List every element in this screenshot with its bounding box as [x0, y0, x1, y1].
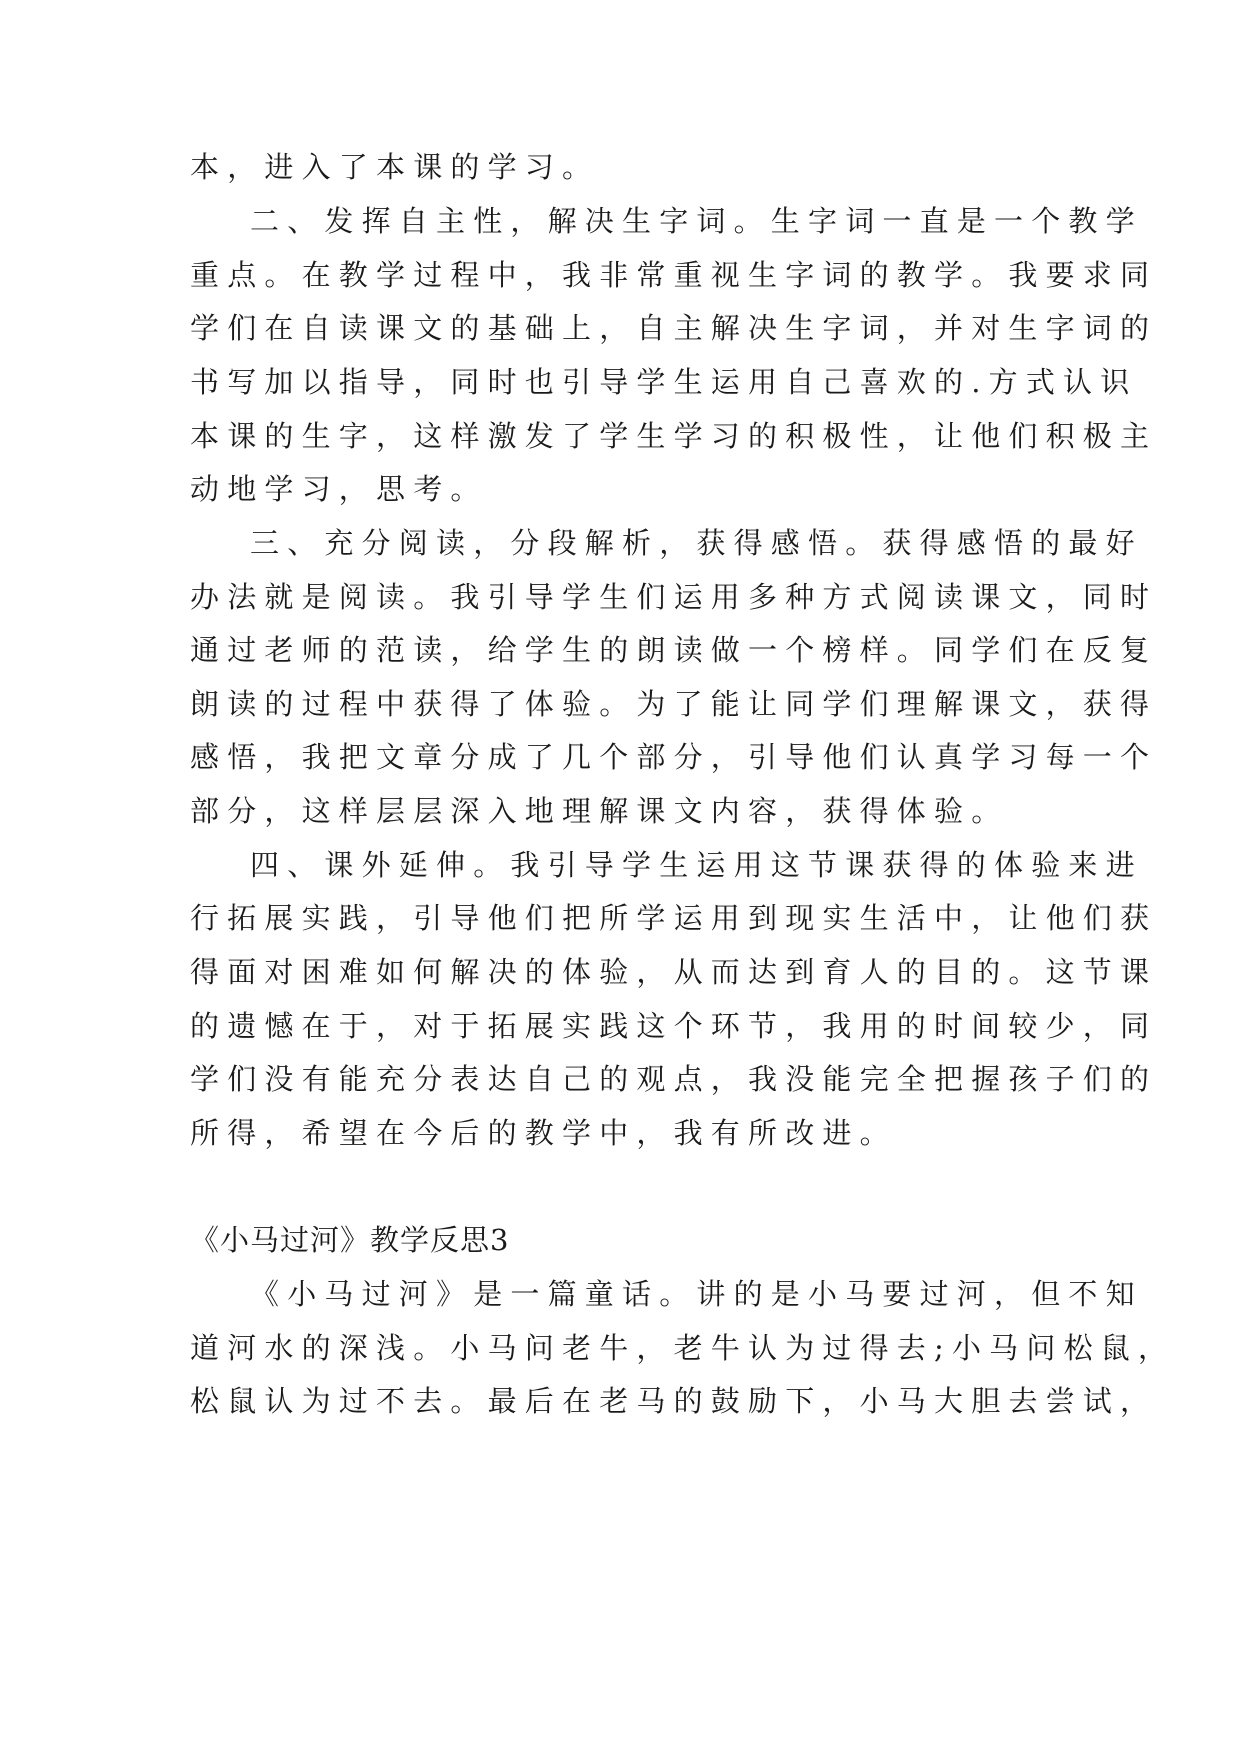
text-line: 书写加以指导，同时也引导学生运用自己喜欢的.方式认识 — [190, 365, 1138, 399]
text-line: 办法就是阅读。我引导学生们运用多种方式阅读课文，同时 — [190, 580, 1158, 614]
paragraph-first-line: 四、课外延伸。我引导学生运用这节课获得的体验来进 — [250, 848, 1143, 882]
text-line: 动地学习，思考。 — [190, 472, 488, 506]
text-line: 本课的生字，这样激发了学生学习的积极性，让他们积极主 — [190, 419, 1158, 453]
text-line: 通过老师的范读，给学生的朗读做一个榜样。同学们在反复 — [190, 633, 1158, 667]
text-line: 重点。在教学过程中，我非常重视生字词的教学。我要求同 — [190, 258, 1158, 292]
paragraph-first-line: 三、充分阅读，分段解析，获得感悟。获得感悟的最好 — [250, 526, 1143, 560]
text-line: 得面对困难如何解决的体验，从而达到育人的目的。这节课 — [190, 955, 1158, 989]
text-line: 本，进入了本课的学习。 — [190, 150, 600, 184]
text-line: 所得，希望在今后的教学中，我有所改进。 — [190, 1116, 897, 1150]
text-line: 部分，这样层层深入地理解课文内容，获得体验。 — [190, 794, 1009, 828]
text-line: 学们没有能充分表达自己的观点，我没能完全把握孩子们的 — [190, 1062, 1158, 1096]
text-line: 行拓展实践，引导他们把所学运用到现实生活中，让他们获 — [190, 901, 1158, 935]
section-title: 《小马过河》教学反思3 — [190, 1223, 510, 1257]
text-line: 松鼠认为过不去。最后在老马的鼓励下，小马大胆去尝试， — [190, 1384, 1158, 1418]
text-line: 感悟，我把文章分成了几个部分，引导他们认真学习每一个 — [190, 740, 1158, 774]
paragraph-first-line: 二、发挥自主性，解决生字词。生字词一直是一个教学 — [250, 204, 1143, 238]
text-line: 的遗憾在于，对于拓展实践这个环节，我用的时间较少，同 — [190, 1009, 1158, 1043]
text-line: 朗读的过程中获得了体验。为了能让同学们理解课文，获得 — [190, 687, 1158, 721]
text-line: 学们在自读课文的基础上，自主解决生字词，并对生字词的 — [190, 311, 1158, 345]
paragraph-first-line: 《小马过河》是一篇童话。讲的是小马要过河，但不知 — [250, 1277, 1143, 1311]
text-line: 道河水的深浅。小马问老牛，老牛认为过得去;小马问松鼠， — [190, 1331, 1176, 1365]
